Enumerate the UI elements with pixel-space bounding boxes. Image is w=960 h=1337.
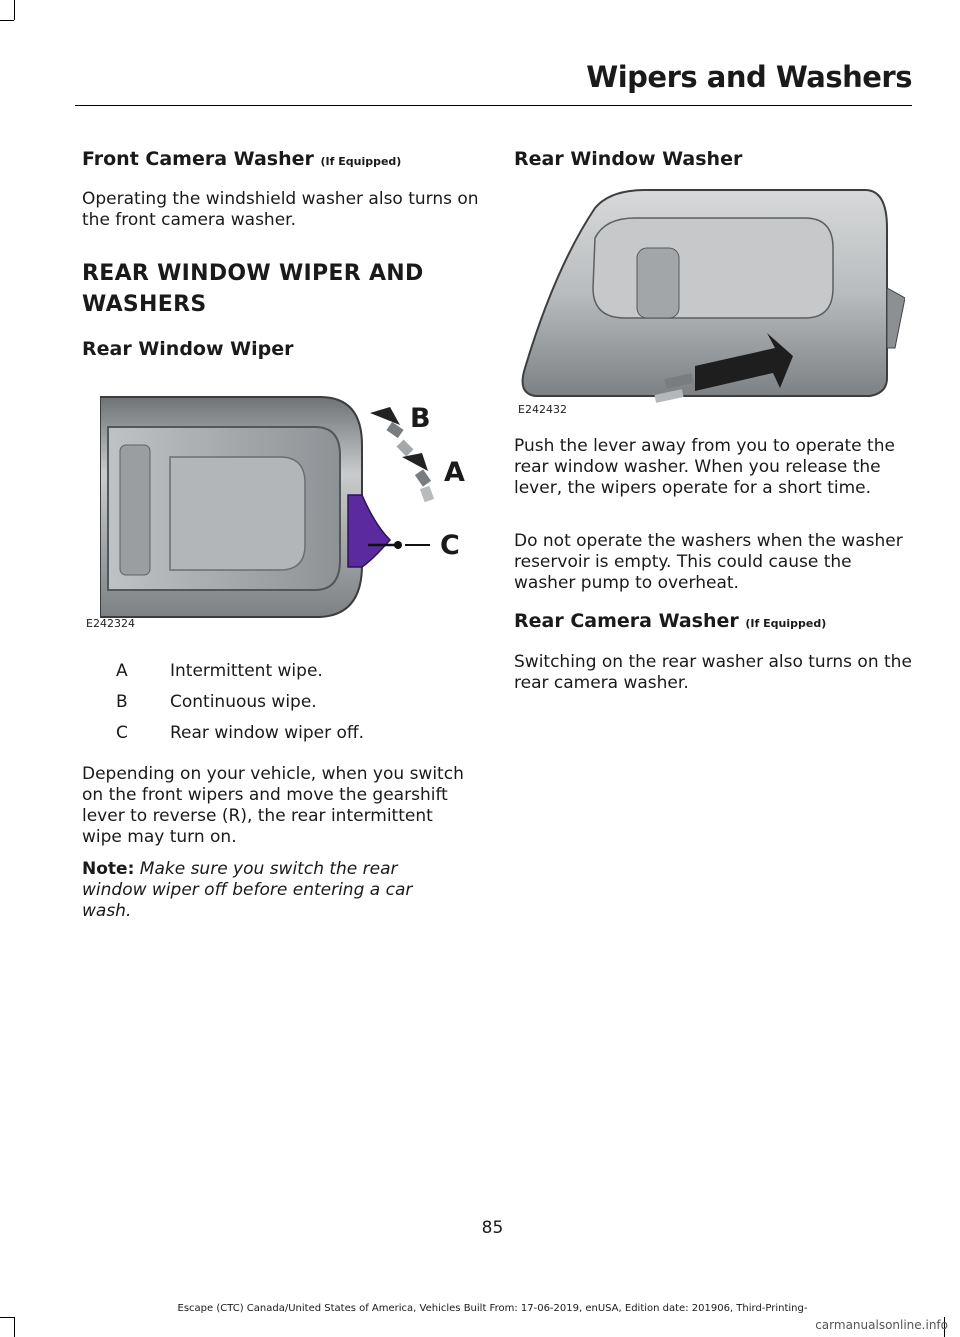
washer-stalk-tip (887, 288, 905, 348)
front-camera-text: Operating the windshield washer also turns on the front camera washer. (82, 189, 479, 230)
legend-text: Intermittent wipe. (170, 661, 323, 681)
callout-c-dot (394, 541, 402, 549)
crop-mark (14, 0, 15, 20)
header-divider (75, 105, 912, 106)
section-heading-line1: REAR WINDOW WIPER AND (82, 261, 424, 286)
callout-c: C (440, 530, 460, 561)
arrow-b-bar (386, 422, 403, 438)
stalk-panel (170, 457, 305, 570)
legend-key: B (116, 692, 128, 712)
figure-code: E242432 (518, 403, 567, 416)
legend-key: C (116, 723, 128, 743)
rear-camera-heading-text: Rear Camera Washer (514, 610, 739, 632)
legend-text: Rear window wiper off. (170, 723, 365, 743)
washer-stalk-panel (593, 218, 833, 318)
arrow-a-bar (415, 469, 431, 486)
stalk-ridge (120, 445, 150, 575)
note-text: Make sure you switch the rear window wiper off before entering a car wash. (82, 859, 413, 921)
push-text: Push the lever away from you to operate the rear window washer. When you release the lever, the wipers operate for a short time. (514, 436, 895, 498)
crop-mark (0, 20, 14, 21)
section-heading-line2: WASHERS (82, 292, 207, 317)
rear-washer-heading: Rear Window Washer (514, 148, 743, 170)
note (82, 859, 457, 922)
rear-washer-illustration (515, 188, 905, 418)
page-number: 85 (481, 1218, 504, 1238)
arrow-b-bar (397, 440, 414, 457)
rear-wiper-heading: Rear Window Wiper (82, 338, 294, 360)
wiper-switch-highlight (348, 495, 390, 567)
callout-b: B (410, 403, 431, 434)
front-camera-qualifier: (If Equipped) (320, 155, 402, 168)
reservoir-text: Do not operate the washers when the washer reservoir is empty. This could cause the washer pump to overheat. (514, 531, 903, 593)
washer-dial (637, 248, 679, 318)
rear-camera-qualifier: (If Equipped) (745, 617, 827, 630)
legend-text: Continuous wipe. (170, 692, 317, 712)
rear-camera-heading (514, 610, 826, 632)
arrow-a-bar (420, 486, 434, 503)
crop-mark (14, 1317, 15, 1337)
front-camera-heading-text: Front Camera Washer (82, 148, 314, 170)
page-title: Wipers and Washers (586, 60, 912, 94)
rear-camera-text: Switching on the rear washer also turns on the rear camera washer. (514, 652, 912, 693)
footer: Escape (CTC) Canada/United States of America, Vehicles Built From: 17-06-2019, enUSA, Edition date: 201906, Third-Printing- (177, 1303, 808, 1314)
figure-code: E242324 (86, 617, 135, 630)
note-label: Note: (82, 859, 135, 879)
reverse-text: Depending on your vehicle, when you switch on the front wipers and move the gearshift lever to reverse (R), the rear intermittent wipe may turn on. (82, 764, 464, 847)
arrow-b-head (370, 407, 400, 425)
crop-mark (0, 1317, 14, 1318)
watermark: carmanualsonline.info (815, 1318, 948, 1332)
front-camera-heading (82, 148, 401, 170)
legend-key: A (116, 661, 128, 681)
callout-a: A (444, 457, 465, 488)
